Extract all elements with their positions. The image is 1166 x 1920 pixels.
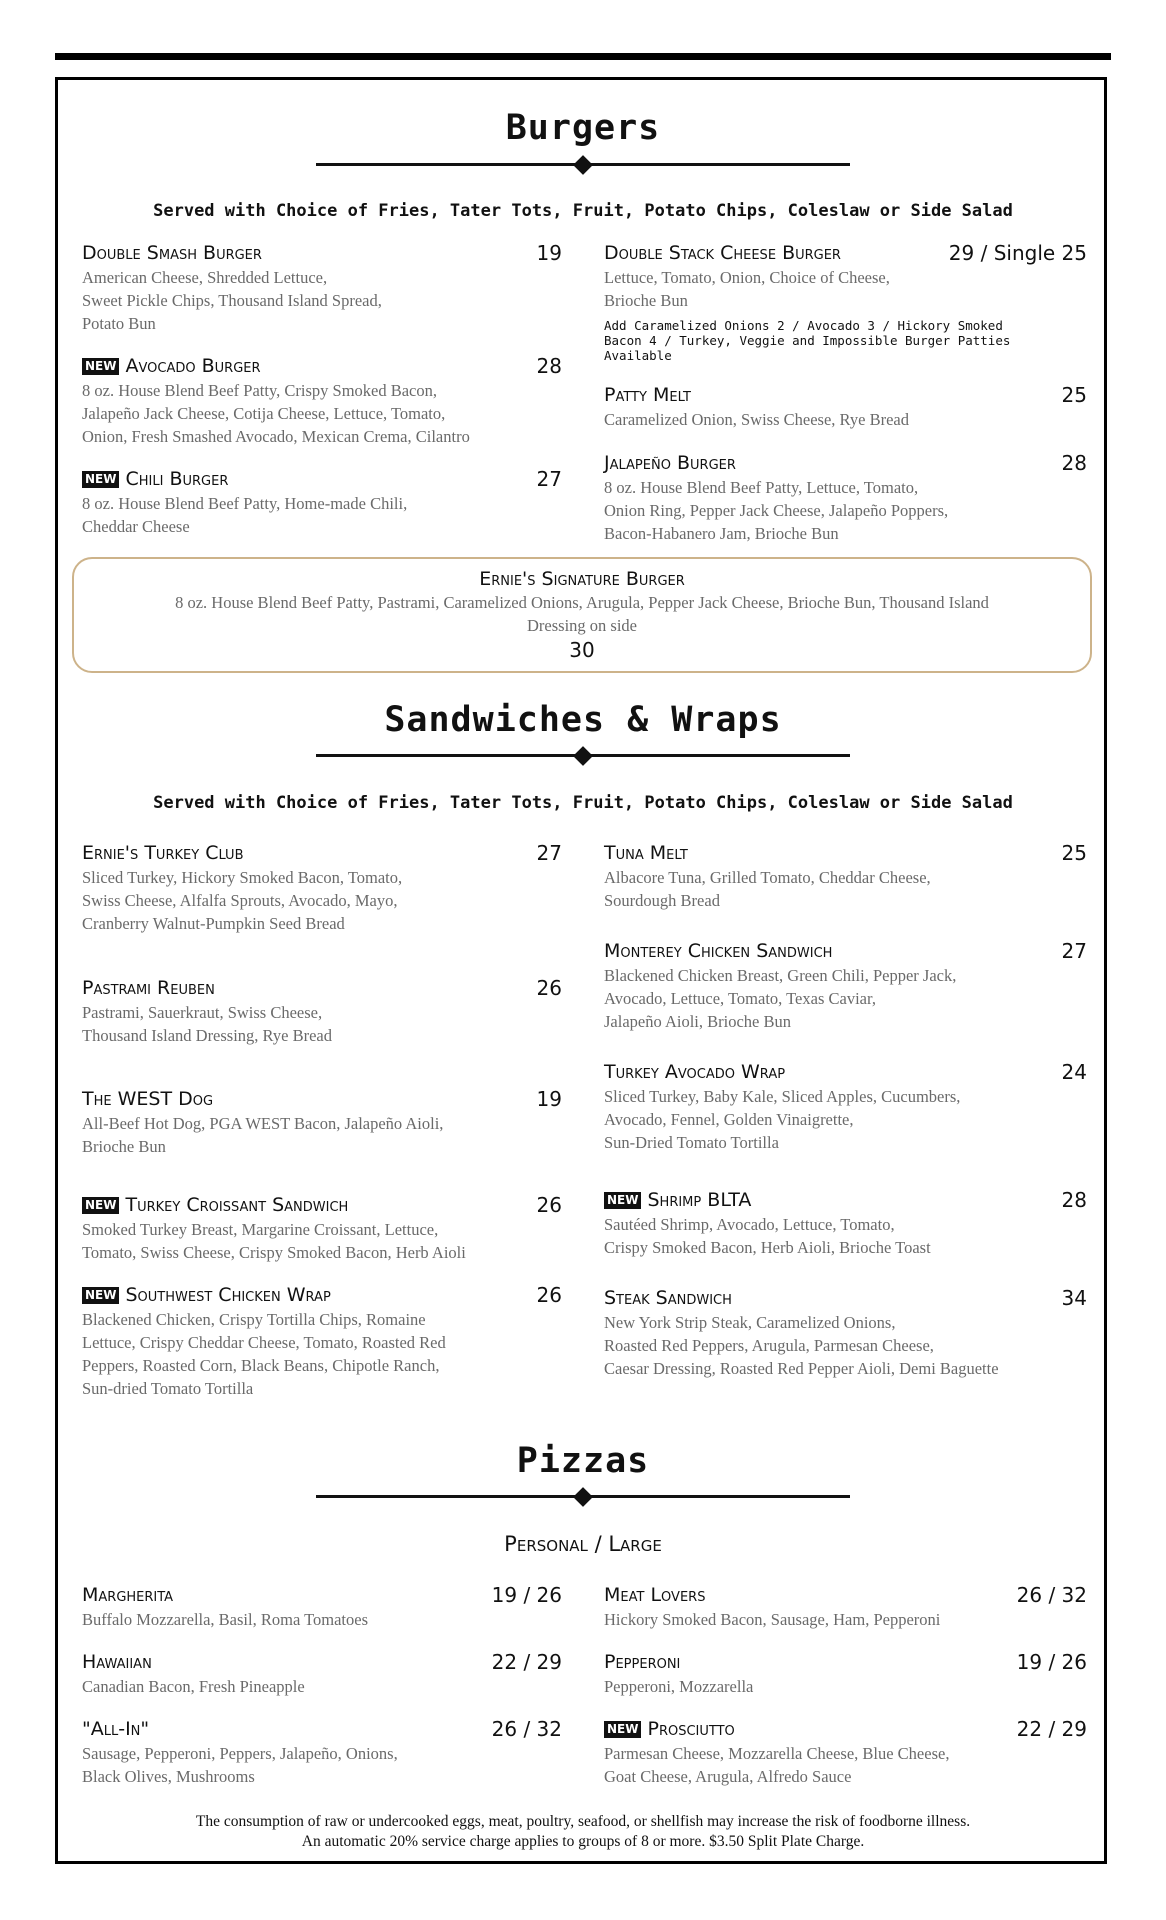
service-charge-notice: An automatic 20% service charge applies to groups of 8 or more. $3.50 Split Plate Charge. [301, 1833, 865, 1850]
item-price: 27 [536, 467, 562, 491]
menu-item [82, 1087, 562, 1158]
item-name: Ernie's Turkey Club [82, 842, 244, 864]
item-name: Double Smash Burger [82, 242, 262, 264]
menu-item [604, 1286, 1087, 1380]
new-badge: NEW [82, 358, 119, 375]
item-name: Meat Lovers [604, 1584, 706, 1606]
item-desc: 8 oz. House Blend Beef Patty, Crispy Smoked Bacon, Jalapeño Jack Cheese, Cotija Cheese, Lettuce, Tomato, Onion, Fresh Smashed Avocado, Mexican Crema, Cilantro [82, 381, 470, 446]
item-name: Chili Burger [125, 468, 229, 490]
item-name: Prosciutto [647, 1718, 735, 1740]
item-price: 34 [1061, 1286, 1087, 1310]
signature-burger-box [72, 557, 1092, 673]
item-name: "All-In" [82, 1718, 150, 1740]
item-name: Hawaiian [82, 1651, 152, 1673]
item-name: Southwest Chicken Wrap [125, 1284, 331, 1306]
item-name: The WEST Dog [82, 1088, 214, 1110]
new-badge: NEW [604, 1192, 641, 1209]
item-desc: New York Strip Steak, Caramelized Onions, Roasted Red Peppers, Arugula, Parmesan Cheese, Caesar Dressing, Roasted Red Pepper Aioli, Demi Baguette [604, 1313, 999, 1378]
menu-item [604, 841, 1087, 912]
menu-item [82, 467, 562, 538]
food-safety-notice: The consumption of raw or undercooked eggs, meat, poultry, seafood, or shellfish may increase the risk of foodborne illness. [195, 1813, 971, 1830]
item-desc: Lettuce, Tomato, Onion, Choice of Cheese, Brioche Bun [604, 268, 890, 310]
item-name: Margherita [82, 1584, 174, 1606]
item-price: 27 [536, 841, 562, 865]
item-name: Turkey Avocado Wrap [604, 1061, 786, 1083]
menu-item [604, 1650, 1087, 1698]
sandwiches-served-note: Served with Choice of Fries, Tater Tots, Fruit, Potato Chips, Coleslaw or Side Salad [153, 793, 1013, 813]
item-desc: Blackened Chicken Breast, Green Chili, Pepper Jack, Avocado, Lettuce, Tomato, Texas Caviar, Jalapeño Aioli, Brioche Bun [604, 966, 957, 1031]
item-name: Shrimp BLTA [647, 1189, 752, 1211]
menu-item [82, 1583, 562, 1631]
item-desc: Caramelized Onion, Swiss Cheese, Rye Bread [604, 410, 909, 429]
item-price: 26 [536, 1283, 562, 1307]
item-price: 28 [1061, 1188, 1087, 1212]
burgers-title: Burgers [505, 108, 661, 148]
item-price: 29 / Single 25 [948, 241, 1087, 265]
new-badge: NEW [82, 471, 119, 488]
pizzas-title: Pizzas [516, 1441, 650, 1481]
item-desc: Smoked Turkey Breast, Margarine Croissant, Lettuce, Tomato, Swiss Cheese, Crispy Smoked Bacon, Herb Aioli [82, 1220, 466, 1262]
footer-disclaimer [0, 1812, 1166, 1852]
item-price: 26 / 32 [491, 1717, 562, 1741]
menu-item [82, 841, 562, 935]
item-price: 27 [1061, 939, 1087, 963]
item-price: 19 [536, 241, 562, 265]
menu-item [604, 1060, 1087, 1154]
menu-item [604, 241, 1087, 363]
menu-item [604, 383, 1087, 431]
item-desc: Pepperoni, Mozzarella [604, 1677, 754, 1696]
item-desc: Pastrami, Sauerkraut, Swiss Cheese, Thousand Island Dressing, Rye Bread [82, 1003, 332, 1045]
signature-burger-name: Ernie's Signature Burger [479, 568, 685, 590]
item-desc: All-Beef Hot Dog, PGA WEST Bacon, Jalapeño Aioli, Brioche Bun [82, 1114, 444, 1156]
item-price: 26 [536, 1193, 562, 1217]
item-name: Patty Melt [604, 384, 691, 406]
new-badge: NEW [82, 1287, 119, 1304]
top-rule [55, 53, 1111, 60]
item-desc: Blackened Chicken, Crispy Tortilla Chips, Romaine Lettuce, Crispy Cheddar Cheese, Tomato, Roasted Red Peppers, Roasted Corn, Black Beans, Chipotle Ranch, Sun-dried Tomato Tortilla [82, 1310, 446, 1398]
item-name: Avocado Burger [125, 355, 261, 377]
item-price: 22 / 29 [491, 1650, 562, 1674]
item-desc: Sliced Turkey, Baby Kale, Sliced Apples, Cucumbers, Avocado, Fennel, Golden Vinaigrette, Sun-Dried Tomato Tortilla [604, 1087, 961, 1152]
menu-item [82, 1650, 562, 1698]
menu-item [604, 451, 1087, 545]
item-addon-note: Add Caramelized Onions 2 / Avocado 3 / Hickory Smoked Bacon 4 / Turkey, Veggie and Impossible Burger Patties Available [604, 318, 1011, 363]
menu-item [82, 976, 562, 1047]
new-badge: NEW [82, 1197, 119, 1214]
menu-item [82, 1717, 562, 1788]
item-desc: Sausage, Pepperoni, Peppers, Jalapeño, Onions, Black Olives, Mushrooms [82, 1744, 398, 1786]
menu-item [604, 1717, 1087, 1788]
item-desc: Albacore Tuna, Grilled Tomato, Cheddar Cheese, Sourdough Bread [604, 868, 931, 910]
sandwiches-title: Sandwiches & Wraps [384, 700, 782, 740]
item-name: Jalapeño Burger [604, 452, 736, 474]
item-desc: Sautéed Shrimp, Avocado, Lettuce, Tomato, Crispy Smoked Bacon, Herb Aioli, Brioche Toast [604, 1215, 931, 1257]
pizzas-size-subhead: Personal / Large [504, 1532, 662, 1556]
item-desc: Hickory Smoked Bacon, Sausage, Ham, Pepperoni [604, 1610, 941, 1629]
item-name: Double Stack Cheese Burger [604, 242, 841, 264]
menu-item [604, 1188, 1087, 1259]
new-badge: NEW [604, 1721, 641, 1738]
item-price: 28 [536, 354, 562, 378]
item-price: 26 / 32 [1016, 1583, 1087, 1607]
item-price: 24 [1061, 1060, 1087, 1084]
item-desc: American Cheese, Shredded Lettuce, Sweet Pickle Chips, Thousand Island Spread, Potato Bun [82, 268, 382, 333]
item-name: Pastrami Reuben [82, 977, 215, 999]
item-desc: 8 oz. House Blend Beef Patty, Lettuce, Tomato, Onion Ring, Pepper Jack Cheese, Jalapeño Poppers, Bacon-Habanero Jam, Brioche Bun [604, 478, 949, 543]
item-desc: Canadian Bacon, Fresh Pineapple [82, 1677, 305, 1696]
item-price: 25 [1061, 383, 1087, 407]
item-name: Steak Sandwich [604, 1287, 732, 1309]
menu-item [82, 354, 562, 448]
item-name: Pepperoni [604, 1651, 681, 1673]
item-desc: Buffalo Mozzarella, Basil, Roma Tomatoes [82, 1610, 369, 1629]
signature-burger-desc: 8 oz. House Blend Beef Patty, Pastrami, Caramelized Onions, Arugula, Pepper Jack Cheese, Brioche Bun, Thousand Island Dressing on side [175, 593, 989, 635]
item-price: 25 [1061, 841, 1087, 865]
item-price: 19 [536, 1087, 562, 1111]
menu-item [82, 241, 562, 335]
item-name: Turkey Croissant Sandwich [125, 1194, 349, 1216]
item-desc: Parmesan Cheese, Mozzarella Cheese, Blue Cheese, Goat Cheese, Arugula, Alfredo Sauce [604, 1744, 950, 1786]
item-price: 22 / 29 [1016, 1717, 1087, 1741]
menu-item [604, 1583, 1087, 1631]
item-price: 26 [536, 976, 562, 1000]
item-name: Monterey Chicken Sandwich [604, 940, 833, 962]
item-desc: Sliced Turkey, Hickory Smoked Bacon, Tomato, Swiss Cheese, Alfalfa Sprouts, Avocado, Mayo, Cranberry Walnut-Pumpkin Seed Bread [82, 868, 403, 933]
item-desc: 8 oz. House Blend Beef Patty, Home-made Chili, Cheddar Cheese [82, 494, 408, 536]
item-price: 19 / 26 [1016, 1650, 1087, 1674]
signature-burger-price: 30 [569, 638, 595, 662]
item-name: Tuna Melt [604, 842, 688, 864]
menu-item [604, 939, 1087, 1033]
item-price: 28 [1061, 451, 1087, 475]
burgers-served-note: Served with Choice of Fries, Tater Tots, Fruit, Potato Chips, Coleslaw or Side Salad [153, 201, 1013, 221]
item-price: 19 / 26 [491, 1583, 562, 1607]
menu-item [82, 1283, 562, 1400]
menu-item [82, 1193, 562, 1264]
